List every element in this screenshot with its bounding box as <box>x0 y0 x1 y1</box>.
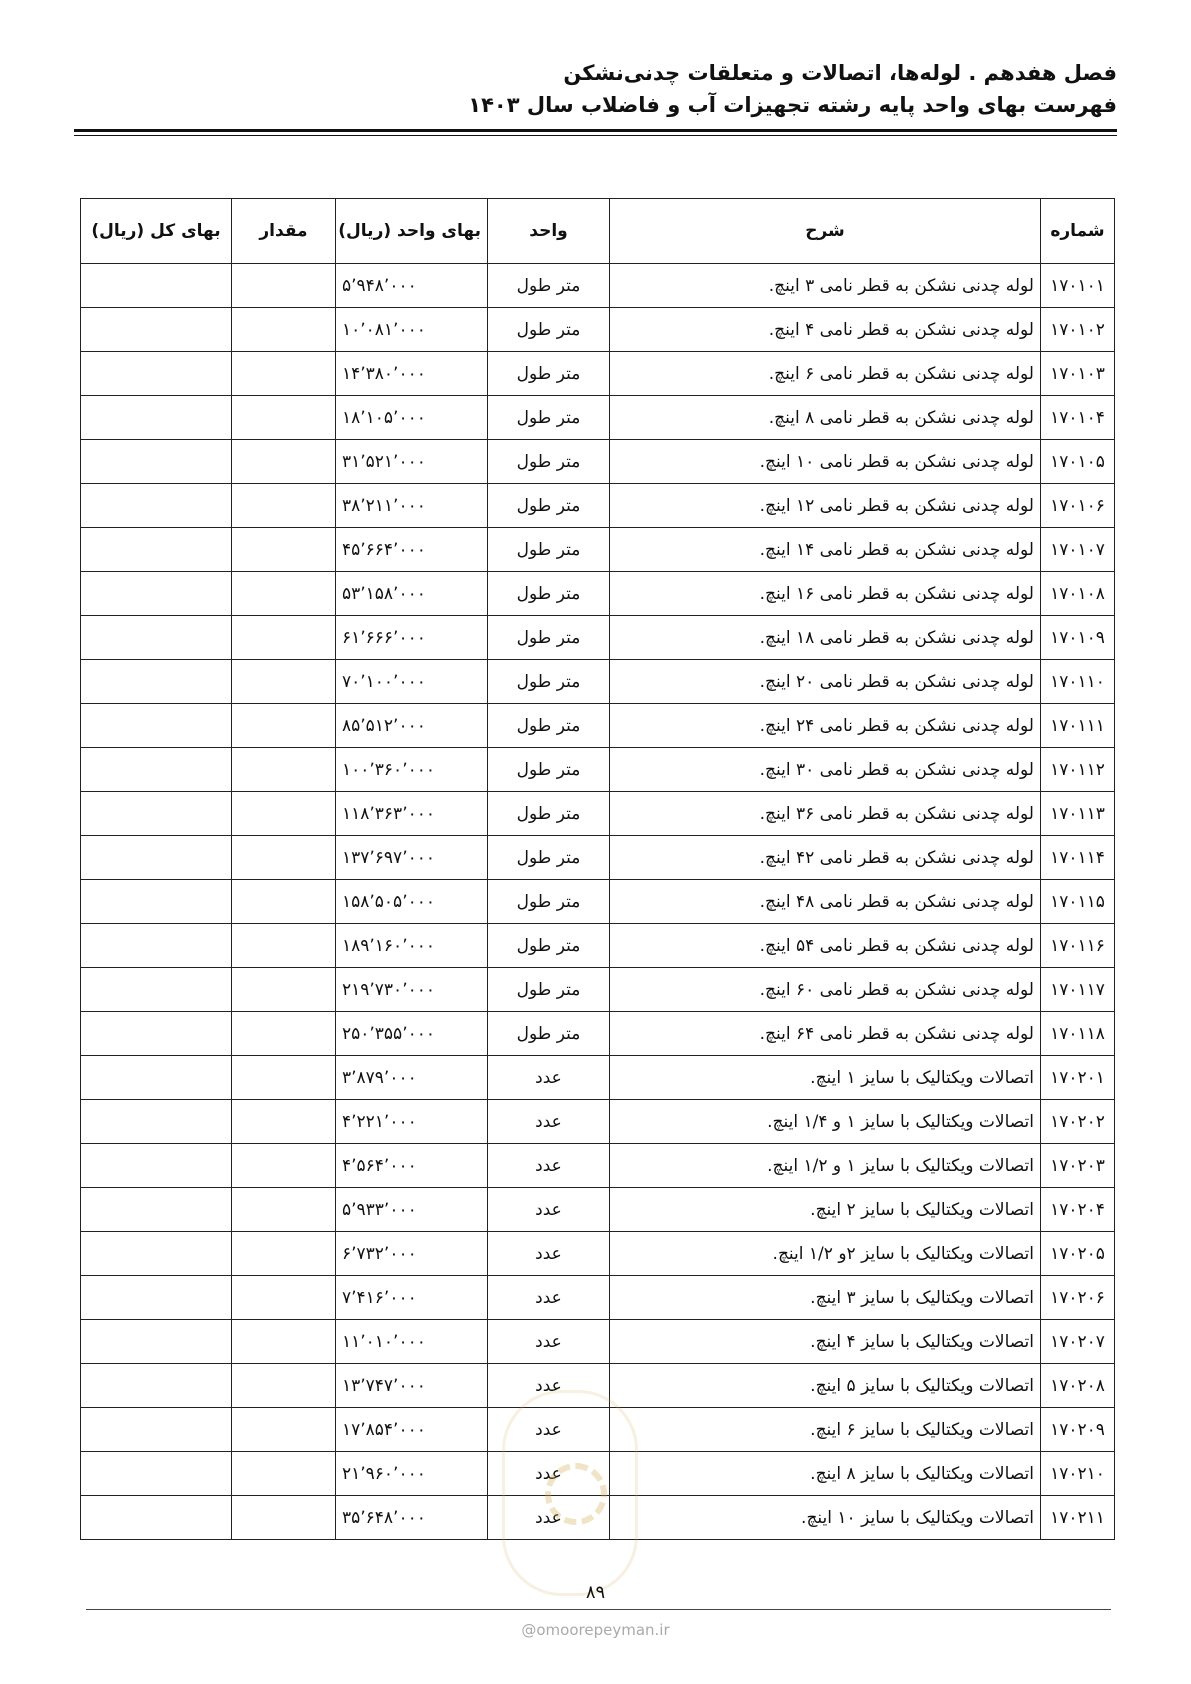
item-total-price <box>81 264 232 308</box>
item-description: اتصالات ویکتالیک با سایز ۱۰ اینچ. <box>610 1496 1041 1540</box>
item-quantity <box>232 484 336 528</box>
item-code: ۱۷۰۱۱۳ <box>1041 792 1115 836</box>
item-description: اتصالات ویکتالیک با سایز ۲ اینچ. <box>610 1188 1041 1232</box>
item-unit-price: ۱۵۸٬۵۰۵٬۰۰۰ <box>336 880 488 924</box>
item-unit-price: ۱۳٬۷۴۷٬۰۰۰ <box>336 1364 488 1408</box>
table-row <box>81 440 1115 484</box>
item-quantity <box>232 792 336 836</box>
table-row <box>81 880 1115 924</box>
item-code: ۱۷۰۲۱۰ <box>1041 1452 1115 1496</box>
header-description: شرح <box>610 199 1041 264</box>
table-row <box>81 572 1115 616</box>
item-description: اتصالات ویکتالیک با سایز ۴ اینچ. <box>610 1320 1041 1364</box>
item-code: ۱۷۰۱۱۸ <box>1041 1012 1115 1056</box>
item-code: ۱۷۰۱۰۱ <box>1041 264 1115 308</box>
table-row <box>81 1276 1115 1320</box>
item-quantity <box>232 308 336 352</box>
item-code: ۱۷۰۱۰۸ <box>1041 572 1115 616</box>
table-row <box>81 1012 1115 1056</box>
item-quantity <box>232 1188 336 1232</box>
item-quantity <box>232 924 336 968</box>
item-unit-price: ۳۱٬۵۲۱٬۰۰۰ <box>336 440 488 484</box>
item-unit-price: ۷۰٬۱۰۰٬۰۰۰ <box>336 660 488 704</box>
item-quantity <box>232 1496 336 1540</box>
item-code: ۱۷۰۱۱۰ <box>1041 660 1115 704</box>
item-unit-price: ۱۷٬۸۵۴٬۰۰۰ <box>336 1408 488 1452</box>
item-quantity <box>232 572 336 616</box>
item-quantity <box>232 440 336 484</box>
item-total-price <box>81 660 232 704</box>
table-header-row <box>81 199 1115 264</box>
item-code: ۱۷۰۲۰۵ <box>1041 1232 1115 1276</box>
table-row <box>81 1408 1115 1452</box>
item-unit: متر طول <box>488 616 610 660</box>
table-row <box>81 396 1115 440</box>
item-total-price <box>81 880 232 924</box>
item-quantity <box>232 1408 336 1452</box>
item-description: لوله چدنی نشکن به قطر نامی ۳۰ اینچ. <box>610 748 1041 792</box>
item-total-price <box>81 572 232 616</box>
item-quantity <box>232 1012 336 1056</box>
item-quantity <box>232 704 336 748</box>
item-unit-price: ۱۴٬۳۸۰٬۰۰۰ <box>336 352 488 396</box>
item-code: ۱۷۰۲۰۳ <box>1041 1144 1115 1188</box>
item-code: ۱۷۰۲۰۴ <box>1041 1188 1115 1232</box>
item-unit: عدد <box>488 1496 610 1540</box>
item-quantity <box>232 1320 336 1364</box>
item-unit: متر طول <box>488 748 610 792</box>
item-total-price <box>81 396 232 440</box>
item-unit: متر طول <box>488 968 610 1012</box>
item-description: اتصالات ویکتالیک با سایز ۱ و ۱/۲ اینچ. <box>610 1144 1041 1188</box>
table-row <box>81 836 1115 880</box>
table-row <box>81 704 1115 748</box>
item-description: لوله چدنی نشکن به قطر نامی ۴ اینچ. <box>610 308 1041 352</box>
item-unit: متر طول <box>488 792 610 836</box>
item-code: ۱۷۰۱۱۷ <box>1041 968 1115 1012</box>
item-unit-price: ۷٬۴۱۶٬۰۰۰ <box>336 1276 488 1320</box>
table-row <box>81 352 1115 396</box>
website-watermark: @omoorepeyman.ir <box>521 1621 670 1639</box>
table-row <box>81 1188 1115 1232</box>
item-quantity <box>232 1056 336 1100</box>
item-total-price <box>81 1496 232 1540</box>
item-total-price <box>81 528 232 572</box>
item-unit: متر طول <box>488 440 610 484</box>
item-quantity <box>232 1232 336 1276</box>
footer-rule <box>86 1609 1111 1610</box>
item-code: ۱۷۰۱۱۵ <box>1041 880 1115 924</box>
table-header <box>81 199 1115 264</box>
item-quantity <box>232 968 336 1012</box>
item-unit: متر طول <box>488 880 610 924</box>
item-total-price <box>81 1364 232 1408</box>
table-row <box>81 528 1115 572</box>
item-unit-price: ۵۳٬۱۵۸٬۰۰۰ <box>336 572 488 616</box>
item-total-price <box>81 836 232 880</box>
item-unit-price: ۵٬۹۴۸٬۰۰۰ <box>336 264 488 308</box>
item-unit: متر طول <box>488 924 610 968</box>
table-row <box>81 968 1115 1012</box>
item-quantity <box>232 528 336 572</box>
item-unit: متر طول <box>488 528 610 572</box>
table-row <box>81 748 1115 792</box>
item-quantity <box>232 1276 336 1320</box>
item-unit: متر طول <box>488 572 610 616</box>
table-row <box>81 660 1115 704</box>
item-total-price <box>81 440 232 484</box>
item-unit-price: ۳۸٬۲۱۱٬۰۰۰ <box>336 484 488 528</box>
price-list-table <box>80 198 1115 1540</box>
item-description: لوله چدنی نشکن به قطر نامی ۱۴ اینچ. <box>610 528 1041 572</box>
item-total-price <box>81 1144 232 1188</box>
item-total-price <box>81 1188 232 1232</box>
header-rule-thick <box>74 129 1117 132</box>
table-row <box>81 1056 1115 1100</box>
table-row <box>81 484 1115 528</box>
table-body <box>81 264 1115 1540</box>
item-code: ۱۷۰۱۱۲ <box>1041 748 1115 792</box>
table-row <box>81 924 1115 968</box>
item-unit: عدد <box>488 1144 610 1188</box>
header-rule-thin <box>74 135 1117 136</box>
table-row <box>81 616 1115 660</box>
item-description: لوله چدنی نشکن به قطر نامی ۳ اینچ. <box>610 264 1041 308</box>
item-quantity <box>232 1452 336 1496</box>
item-total-price <box>81 308 232 352</box>
item-unit: عدد <box>488 1452 610 1496</box>
item-description: اتصالات ویکتالیک با سایز ۵ اینچ. <box>610 1364 1041 1408</box>
item-quantity <box>232 352 336 396</box>
item-code: ۱۷۰۲۰۷ <box>1041 1320 1115 1364</box>
item-total-price <box>81 1012 232 1056</box>
header-total-price: بهای کل (ریال) <box>81 199 232 264</box>
item-quantity <box>232 880 336 924</box>
item-unit: عدد <box>488 1188 610 1232</box>
item-description: لوله چدنی نشکن به قطر نامی ۵۴ اینچ. <box>610 924 1041 968</box>
item-quantity <box>232 1100 336 1144</box>
item-description: لوله چدنی نشکن به قطر نامی ۲۴ اینچ. <box>610 704 1041 748</box>
item-unit-price: ۳٬۸۷۹٬۰۰۰ <box>336 1056 488 1100</box>
header-quantity: مقدار <box>232 199 336 264</box>
item-unit-price: ۲۵۰٬۳۵۵٬۰۰۰ <box>336 1012 488 1056</box>
item-quantity <box>232 264 336 308</box>
item-description: اتصالات ویکتالیک با سایز ۳ اینچ. <box>610 1276 1041 1320</box>
item-quantity <box>232 836 336 880</box>
item-description: اتصالات ویکتالیک با سایز ۲و ۱/۲ اینچ. <box>610 1232 1041 1276</box>
item-unit-price: ۶۱٬۶۶۶٬۰۰۰ <box>336 616 488 660</box>
item-total-price <box>81 792 232 836</box>
item-unit-price: ۱۳۷٬۶۹۷٬۰۰۰ <box>336 836 488 880</box>
item-unit-price: ۱۸٬۱۰۵٬۰۰۰ <box>336 396 488 440</box>
item-unit: عدد <box>488 1364 610 1408</box>
item-description: لوله چدنی نشکن به قطر نامی ۶۴ اینچ. <box>610 1012 1041 1056</box>
table-row <box>81 1320 1115 1364</box>
item-total-price <box>81 924 232 968</box>
item-code: ۱۷۰۱۱۴ <box>1041 836 1115 880</box>
item-total-price <box>81 1232 232 1276</box>
item-unit-price: ۲۱۹٬۷۳۰٬۰۰۰ <box>336 968 488 1012</box>
item-unit: عدد <box>488 1100 610 1144</box>
header-unit: واحد <box>488 199 610 264</box>
item-quantity <box>232 1364 336 1408</box>
header-code: شماره <box>1041 199 1115 264</box>
item-unit: عدد <box>488 1232 610 1276</box>
item-description: اتصالات ویکتالیک با سایز ۶ اینچ. <box>610 1408 1041 1452</box>
item-unit: متر طول <box>488 704 610 748</box>
item-description: لوله چدنی نشکن به قطر نامی ۶ اینچ. <box>610 352 1041 396</box>
item-quantity <box>232 748 336 792</box>
item-description: لوله چدنی نشکن به قطر نامی ۱۲ اینچ. <box>610 484 1041 528</box>
item-total-price <box>81 968 232 1012</box>
item-total-price <box>81 1100 232 1144</box>
item-code: ۱۷۰۲۰۶ <box>1041 1276 1115 1320</box>
table-row <box>81 1232 1115 1276</box>
item-code: ۱۷۰۲۰۹ <box>1041 1408 1115 1452</box>
item-unit-price: ۱۱٬۰۱۰٬۰۰۰ <box>336 1320 488 1364</box>
item-unit: عدد <box>488 1320 610 1364</box>
item-description: اتصالات ویکتالیک با سایز ۱ و ۱/۴ اینچ. <box>610 1100 1041 1144</box>
item-description: لوله چدنی نشکن به قطر نامی ۱۶ اینچ. <box>610 572 1041 616</box>
item-code: ۱۷۰۲۱۱ <box>1041 1496 1115 1540</box>
table-row <box>81 1452 1115 1496</box>
item-code: ۱۷۰۱۱۱ <box>1041 704 1115 748</box>
table-row <box>81 1364 1115 1408</box>
item-total-price <box>81 1056 232 1100</box>
item-unit: متر طول <box>488 660 610 704</box>
item-code: ۱۷۰۱۱۶ <box>1041 924 1115 968</box>
item-unit: عدد <box>488 1408 610 1452</box>
item-description: اتصالات ویکتالیک با سایز ۱ اینچ. <box>610 1056 1041 1100</box>
item-quantity <box>232 616 336 660</box>
item-unit: متر طول <box>488 1012 610 1056</box>
table-row <box>81 1100 1115 1144</box>
item-description: لوله چدنی نشکن به قطر نامی ۴۲ اینچ. <box>610 836 1041 880</box>
item-total-price <box>81 1452 232 1496</box>
item-code: ۱۷۰۱۰۲ <box>1041 308 1115 352</box>
item-total-price <box>81 1276 232 1320</box>
item-unit: متر طول <box>488 264 610 308</box>
item-description: لوله چدنی نشکن به قطر نامی ۶۰ اینچ. <box>610 968 1041 1012</box>
item-code: ۱۷۰۲۰۱ <box>1041 1056 1115 1100</box>
page-header <box>74 58 1117 120</box>
item-code: ۱۷۰۱۰۹ <box>1041 616 1115 660</box>
item-unit: عدد <box>488 1056 610 1100</box>
item-total-price <box>81 1320 232 1364</box>
item-unit: متر طول <box>488 396 610 440</box>
table-row <box>81 1496 1115 1540</box>
price-list-title: فهرست بهای واحد پایه رشته تجهیزات آب و فاضلاب سال ۱۴۰۳ <box>468 93 1117 117</box>
item-code: ۱۷۰۱۰۶ <box>1041 484 1115 528</box>
item-unit-price: ۲۱٬۹۶۰٬۰۰۰ <box>336 1452 488 1496</box>
item-unit-price: ۱۰۰٬۳۶۰٬۰۰۰ <box>336 748 488 792</box>
page-number: ۸۹ <box>585 1582 606 1603</box>
item-total-price <box>81 748 232 792</box>
item-unit-price: ۶٬۷۳۲٬۰۰۰ <box>336 1232 488 1276</box>
item-total-price <box>81 484 232 528</box>
item-total-price <box>81 352 232 396</box>
item-total-price <box>81 616 232 660</box>
item-description: لوله چدنی نشکن به قطر نامی ۸ اینچ. <box>610 396 1041 440</box>
item-description: لوله چدنی نشکن به قطر نامی ۲۰ اینچ. <box>610 660 1041 704</box>
chapter-title: فصل هفدهم . لوله‌ها، اتصالات و متعلقات چدنی‌نشکن <box>563 61 1117 85</box>
table-row <box>81 792 1115 836</box>
item-unit-price: ۳۵٬۶۴۸٬۰۰۰ <box>336 1496 488 1540</box>
item-description: لوله چدنی نشکن به قطر نامی ۱۸ اینچ. <box>610 616 1041 660</box>
item-unit-price: ۱۸۹٬۱۶۰٬۰۰۰ <box>336 924 488 968</box>
item-unit: عدد <box>488 1276 610 1320</box>
item-unit-price: ۱۰٬۰۸۱٬۰۰۰ <box>336 308 488 352</box>
item-unit: متر طول <box>488 308 610 352</box>
item-total-price <box>81 704 232 748</box>
item-description: لوله چدنی نشکن به قطر نامی ۱۰ اینچ. <box>610 440 1041 484</box>
table-row <box>81 308 1115 352</box>
item-unit-price: ۱۱۸٬۳۶۳٬۰۰۰ <box>336 792 488 836</box>
item-quantity <box>232 396 336 440</box>
item-unit-price: ۵٬۹۳۳٬۰۰۰ <box>336 1188 488 1232</box>
item-description: اتصالات ویکتالیک با سایز ۸ اینچ. <box>610 1452 1041 1496</box>
item-unit: متر طول <box>488 836 610 880</box>
item-unit: متر طول <box>488 484 610 528</box>
item-total-price <box>81 1408 232 1452</box>
table-row <box>81 1144 1115 1188</box>
table-row <box>81 264 1115 308</box>
header-unit-price: بهای واحد (ریال) <box>336 199 488 264</box>
item-quantity <box>232 1144 336 1188</box>
item-code: ۱۷۰۱۰۴ <box>1041 396 1115 440</box>
item-code: ۱۷۰۱۰۳ <box>1041 352 1115 396</box>
item-unit-price: ۴٬۵۶۴٬۰۰۰ <box>336 1144 488 1188</box>
item-unit-price: ۴۵٬۶۶۴٬۰۰۰ <box>336 528 488 572</box>
item-code: ۱۷۰۲۰۸ <box>1041 1364 1115 1408</box>
item-description: لوله چدنی نشکن به قطر نامی ۴۸ اینچ. <box>610 880 1041 924</box>
item-code: ۱۷۰۱۰۵ <box>1041 440 1115 484</box>
item-unit-price: ۸۵٬۵۱۲٬۰۰۰ <box>336 704 488 748</box>
item-description: لوله چدنی نشکن به قطر نامی ۳۶ اینچ. <box>610 792 1041 836</box>
item-unit: متر طول <box>488 352 610 396</box>
item-code: ۱۷۰۲۰۲ <box>1041 1100 1115 1144</box>
item-unit-price: ۴٬۲۲۱٬۰۰۰ <box>336 1100 488 1144</box>
item-code: ۱۷۰۱۰۷ <box>1041 528 1115 572</box>
item-quantity <box>232 660 336 704</box>
